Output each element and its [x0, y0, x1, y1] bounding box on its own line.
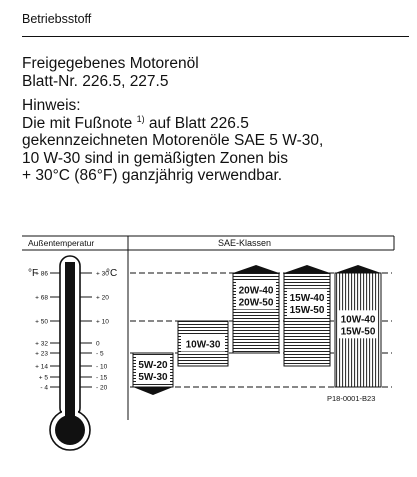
fahrenheit-tick: + 14: [35, 363, 48, 371]
oil-bar-3: [233, 265, 279, 353]
oil-grade-label: 10W-40: [340, 314, 376, 326]
fahrenheit-tick: + 23: [35, 350, 48, 358]
note-line-4: + 30°C (86°F) ganzjährig verwendbar.: [22, 167, 283, 184]
oil-grade-label: 5W-20: [138, 360, 168, 371]
celsius-tick: 0: [96, 340, 100, 348]
oil-grade-label: 5W-30: [138, 372, 168, 383]
approved-oil-title: Freigegebenes Motorenöl: [22, 55, 199, 72]
outside-temperature-header: Außentemperatur: [28, 238, 95, 248]
fahrenheit-tick: + 86: [35, 270, 48, 278]
celsius-tick: + 20: [96, 294, 109, 302]
fahrenheit-label: °F: [28, 268, 39, 279]
oil-grade-label: 15W-50: [289, 304, 325, 316]
oil-range-bar: [284, 273, 330, 366]
oil-bar-5: [335, 265, 381, 387]
fahrenheit-tick: + 68: [35, 294, 48, 302]
arrow-up-icon: [335, 265, 381, 273]
oil-grade-label: 20W-40: [238, 285, 274, 297]
arrow-down-icon: [133, 387, 173, 395]
oil-grade-label: 15W-40: [289, 292, 325, 304]
oil-bar-4: [284, 265, 330, 366]
note-line-1-end: auf Blatt 226.5: [144, 114, 249, 132]
arrow-up-icon: [284, 265, 330, 273]
note-heading: Hinweis:: [22, 97, 81, 114]
figure-code: P18-0001-B23: [327, 394, 376, 403]
celsius-tick: - 10: [96, 363, 108, 371]
fahrenheit-tick: + 50: [35, 318, 48, 326]
section-title: Betriebsstoff: [22, 12, 92, 26]
sheet-numbers: Blatt-Nr. 226.5, 227.5: [22, 72, 169, 90]
oil-grade-label: 15W-50: [340, 326, 376, 338]
note-line-1-start: Die mit Fußnote: [22, 114, 137, 132]
sae-classes-header: SAE-Klassen: [218, 238, 272, 248]
celsius-tick: + 10: [96, 318, 109, 326]
arrow-up-icon: [233, 265, 279, 273]
note-line-3: 10 W-30 sind in gemäßigten Zonen bis: [22, 149, 288, 167]
celsius-tick: + 30: [96, 270, 109, 278]
oil-grade-bars: [133, 265, 381, 395]
footnote-mark: 1): [136, 113, 145, 124]
celsius-label: °C: [106, 268, 118, 279]
celsius-tick: - 20: [96, 384, 108, 392]
fahrenheit-tick: - 4: [40, 384, 48, 392]
oil-grade-label: 20W-50: [238, 297, 274, 309]
fahrenheit-tick: + 32: [35, 340, 48, 348]
oil-bar-2: [178, 321, 228, 366]
note-line-2: gekennzeichneten Motorenöle SAE 5 W-30,: [22, 132, 324, 149]
oil-bar-1: [133, 353, 173, 395]
celsius-tick: - 15: [96, 374, 108, 382]
fahrenheit-tick: + 5: [38, 374, 48, 382]
oil-grade-label: 10W-30: [185, 339, 221, 351]
celsius-tick: - 5: [96, 350, 104, 358]
